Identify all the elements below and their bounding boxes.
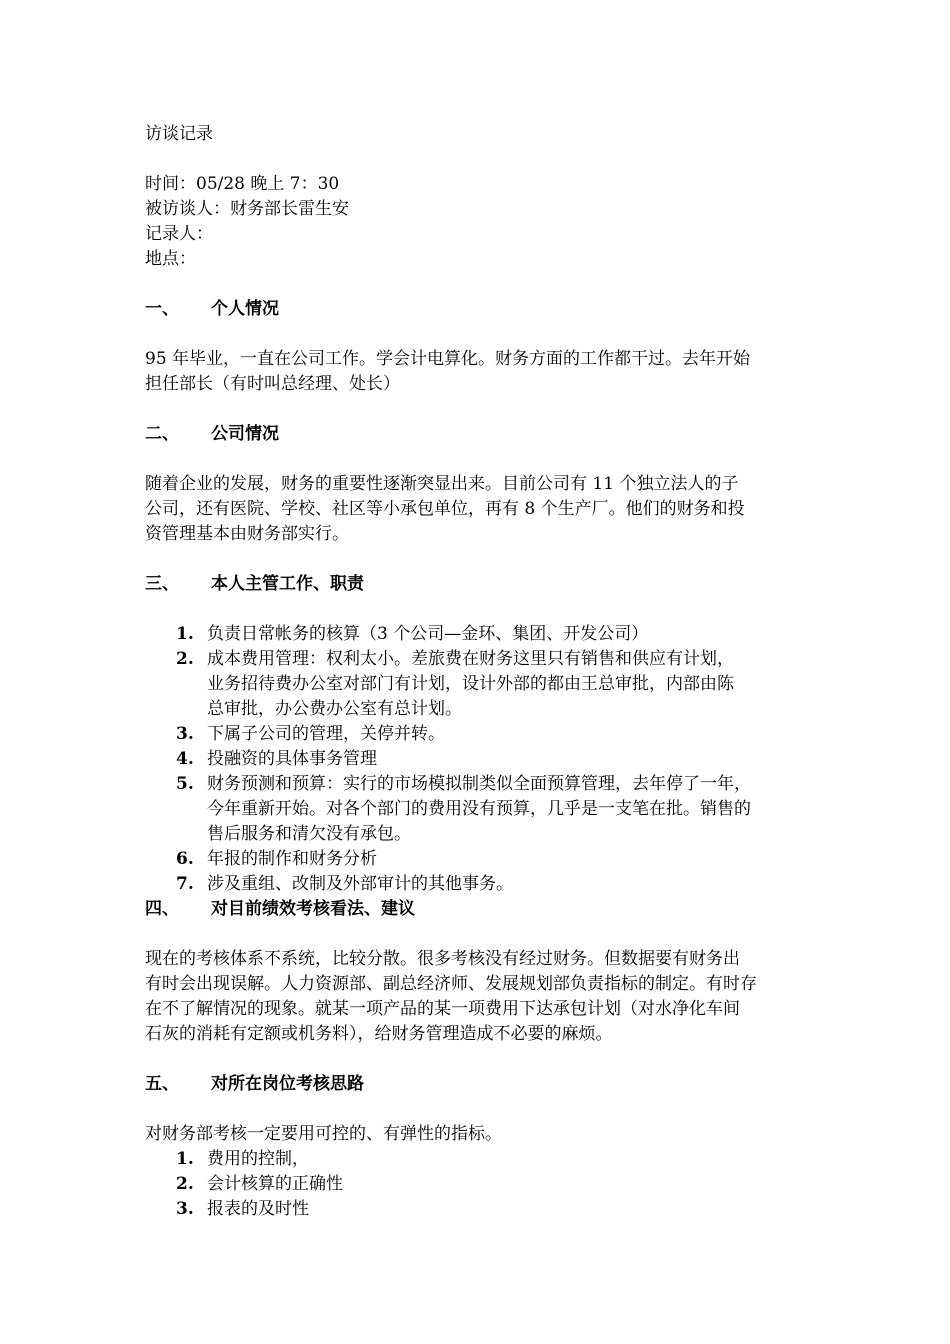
list-item [176, 847, 815, 872]
section-heading-2 [145, 422, 815, 447]
section-title: 对所在岗位考核思路 [211, 1074, 364, 1094]
section-number: 四、 [145, 899, 179, 919]
list-item [176, 1172, 815, 1197]
list-item-line: 总审批，办公费办公室有总计划。 [207, 699, 462, 719]
list-number: 2. [176, 1174, 194, 1194]
spacer [145, 597, 815, 622]
meta-recorder: 记录人： [145, 224, 213, 244]
paragraph-line: 95 年毕业，一直在公司工作。学会计电算化。财务方面的工作都干过。去年开始 [145, 349, 751, 369]
list-item-line: 会计核算的正确性 [207, 1174, 343, 1194]
section-paragraph-1 [145, 347, 815, 397]
list-number: 6. [176, 849, 194, 869]
spacer [145, 547, 815, 572]
list-item-line: 负责日常帐务的核算（3 个公司—金环、集团、开发公司） [207, 624, 649, 644]
list-item [176, 1197, 815, 1222]
list-item [176, 1147, 815, 1172]
spacer [145, 147, 815, 172]
section-number: 三、 [145, 574, 179, 594]
section-number: 五、 [145, 1074, 179, 1094]
list-number: 3. [176, 1199, 194, 1219]
list-item [176, 722, 815, 747]
evaluation-list [145, 1147, 815, 1222]
paragraph-line: 公司，还有医院、学校、社区等小承包单位，再有 8 个生产厂。他们的财务和投 [145, 499, 745, 519]
list-number: 4. [176, 749, 194, 769]
document-page [145, 122, 815, 1222]
list-number: 7. [176, 874, 194, 894]
paragraph-line: 资管理基本由财务部实行。 [145, 524, 349, 544]
list-item-line: 投融资的具体事务管理 [207, 749, 377, 769]
list-item-line: 年报的制作和财务分析 [207, 849, 377, 869]
paragraph-line: 担任部长（有时叫总经理、处长） [145, 374, 400, 394]
spacer [145, 272, 815, 297]
spacer [145, 922, 815, 947]
section-title: 本人主管工作、职责 [211, 574, 364, 594]
duties-list [145, 622, 815, 897]
meta-location: 地点： [145, 249, 196, 269]
section-number: 二、 [145, 424, 179, 444]
list-item [176, 647, 815, 722]
document-title: 访谈记录 [145, 124, 213, 144]
section-heading-3 [145, 572, 815, 597]
section-heading-4 [145, 897, 815, 922]
list-item [176, 772, 815, 847]
section-title: 对目前绩效考核看法、建议 [211, 899, 415, 919]
spacer [145, 322, 815, 347]
list-number: 2. [176, 649, 194, 669]
spacer [145, 1047, 815, 1072]
spacer [145, 1097, 815, 1122]
list-number: 1. [176, 624, 194, 644]
paragraph-line: 在不了解情况的现象。就某一项产品的某一项费用下达承包计划（对水净化车间 [145, 999, 740, 1019]
list-item-line: 业务招待费办公室对部门有计划，设计外部的都由王总审批，内部由陈 [207, 674, 734, 694]
section-paragraph-4 [145, 947, 815, 1047]
section-number: 一、 [145, 299, 179, 319]
list-item [176, 872, 815, 897]
paragraph-line: 现在的考核体系不系统，比较分散。很多考核没有经过财务。但数据要有财务出 [145, 949, 740, 969]
paragraph-line: 随着企业的发展，财务的重要性逐渐突显出来。目前公司有 11 个独立法人的子 [145, 474, 739, 494]
section-heading-1 [145, 297, 815, 322]
list-number: 5. [176, 774, 194, 794]
list-number: 1. [176, 1149, 194, 1169]
list-item-line: 费用的控制， [207, 1149, 309, 1169]
meta-interviewee: 被访谈人：财务部长雷生安 [145, 199, 349, 219]
section-title: 公司情况 [211, 424, 279, 444]
section-heading-5 [145, 1072, 815, 1097]
paragraph-line: 有时会出现误解。人力资源部、副总经济师、发展规划部负责指标的制定。有时存 [145, 974, 757, 994]
section-title: 个人情况 [211, 299, 279, 319]
list-item [176, 747, 815, 772]
meta-time: 时间：05/28 晚上 7：30 [145, 174, 340, 194]
section-paragraph-2 [145, 472, 815, 547]
spacer [145, 397, 815, 422]
list-item-line: 报表的及时性 [207, 1199, 309, 1219]
paragraph-line: 石灰的消耗有定额或机务料），给财务管理造成不必要的麻烦。 [145, 1024, 613, 1044]
list-item-line: 财务预测和预算：实行的市场模拟制类似全面预算管理，去年停了一年， [207, 774, 751, 794]
section-intro-5: 对财务部考核一定要用可控的、有弹性的指标。 [145, 1124, 502, 1144]
list-item-line: 下属子公司的管理，关停并转。 [207, 724, 445, 744]
list-item [176, 622, 815, 647]
list-item-line: 售后服务和清欠没有承包。 [207, 824, 411, 844]
spacer [145, 447, 815, 472]
list-item-line: 今年重新开始。对各个部门的费用没有预算，几乎是一支笔在批。销售的 [207, 799, 751, 819]
list-item-line: 涉及重组、改制及外部审计的其他事务。 [207, 874, 513, 894]
list-number: 3. [176, 724, 194, 744]
list-item-line: 成本费用管理：权利太小。差旅费在财务这里只有销售和供应有计划， [207, 649, 734, 669]
